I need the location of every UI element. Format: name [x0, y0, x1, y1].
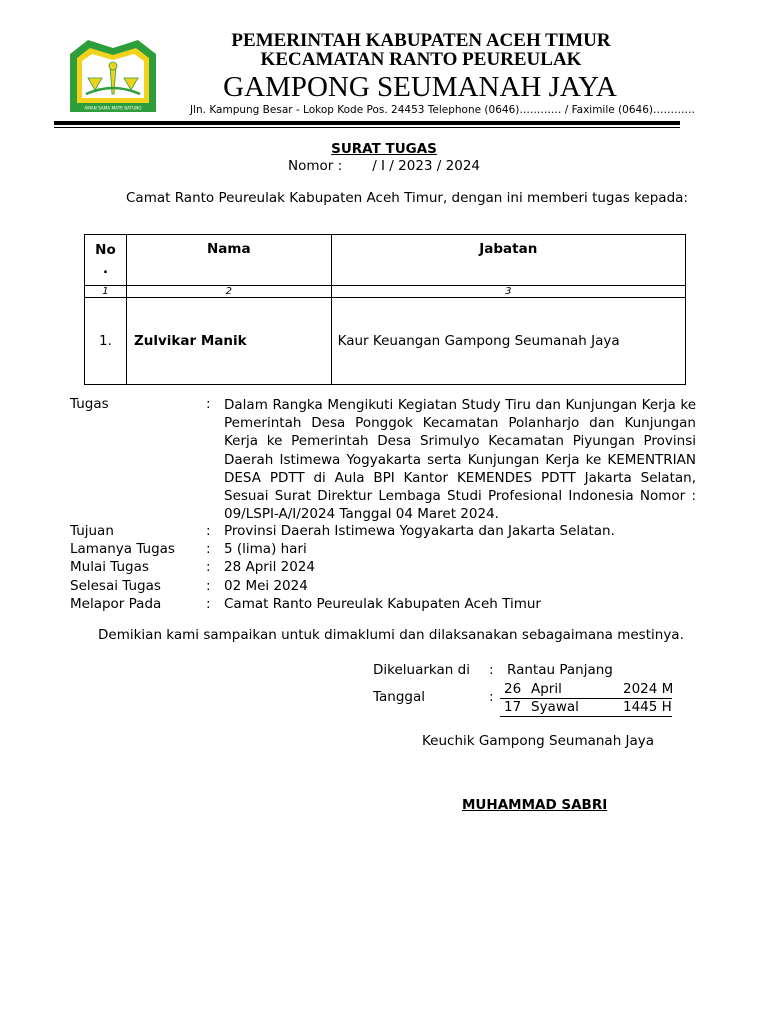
col-number: 2 [126, 286, 331, 298]
tugas-line: 09/LSPI-A/I/2024 Tanggal 04 Maret 2024. [224, 506, 499, 523]
letterhead-address: Jln. Kampung Besar - Lokop Kode Pos. 24453 Telephone (0646)………… / Faximile (0646)………… [190, 104, 695, 116]
issued-label: Dikeluarkan di [373, 662, 470, 678]
issued-colon: : [489, 662, 494, 678]
tujuan-label: Tujuan [70, 523, 114, 539]
date-h-month: Syawal [531, 699, 579, 715]
date-h-year: 1445 H [623, 699, 672, 715]
tugas-line: DESA PDTT di Aula BPI Kantor KEMENDES PDTT Jakarta Selatan, [224, 469, 696, 486]
document-intro: Camat Ranto Peureulak Kabupaten Aceh Timur, dengan ini memberi tugas kepada: [126, 190, 688, 206]
row-no: 1. [85, 298, 127, 385]
tugas-line: Dalam Rangka Mengikuti Kegiatan Study Tiru dan Kunjungan Kerja ke [224, 397, 696, 413]
tugas-line: Daerah Istimewa Yogyakarta serta Kunjungan Kerja ke KEMENTRIAN [224, 451, 696, 468]
selesai-value: 02 Mei 2024 [224, 578, 308, 594]
issued-place: Rantau Panjang [507, 662, 613, 678]
tugas-colon: : [206, 396, 211, 412]
melapor-label: Melapor Pada [70, 596, 162, 612]
signer-position: Keuchik Gampong Seumanah Jaya [422, 733, 655, 749]
row-nama: Zulvikar Manik [126, 298, 331, 385]
row-jabatan: Kaur Keuangan Gampong Seumanah Jaya [331, 298, 685, 385]
tugas-line: Kerja ke Pemerintah Desa Srimulyo Kecamatan Piyungan Provinsi [224, 433, 696, 450]
tugas-line: Pemerintah Desa Ponggok Kecamatan Polanharjo dan Kunjungan [224, 415, 696, 432]
assignee-table [84, 234, 686, 385]
logo-sun [109, 62, 117, 70]
col-number: 1 [85, 286, 127, 298]
melapor-value: Camat Ranto Peureulak Kabupaten Aceh Timur [224, 596, 541, 612]
mulai-label: Mulai Tugas [70, 559, 149, 575]
tujuan-colon: : [206, 523, 211, 539]
tugas-label: Tugas [70, 396, 109, 412]
lama-value: 5 (lima) hari [224, 541, 307, 557]
date-m-month: April [531, 681, 562, 697]
tugas-line: Sesuai Surat Direktur Lembaga Studi Profesional Indonesia Nomor : [224, 487, 696, 504]
selesai-label: Selesai Tugas [70, 578, 161, 594]
document-title: SURAT TUGAS [331, 141, 437, 157]
table-column-number-row [85, 286, 686, 298]
date-m-year: 2024 M [623, 681, 674, 697]
header-jabatan: Jabatan [331, 235, 685, 286]
table-header-row [85, 235, 686, 286]
date-bottom-line [500, 716, 672, 717]
col-number: 3 [331, 286, 685, 298]
table-row [85, 298, 686, 385]
lama-label: Lamanya Tugas [70, 541, 175, 557]
header-no: No . [85, 235, 127, 286]
selesai-colon: : [206, 578, 211, 594]
aceh-timur-logo [64, 36, 162, 116]
closing-statement: Demikian kami sampaikan untuk dimaklumi dan dilaksanakan sebagaimana mestinya. [98, 627, 684, 643]
header-nama: Nama [126, 235, 331, 286]
lama-colon: : [206, 541, 211, 557]
logo-ribbon-text: AMAN SAMA MATE BATUNG [84, 105, 142, 111]
letterhead-government: PEMERINTAH KABUPATEN ACEH TIMUR [231, 30, 611, 51]
letterhead-rule-thin [54, 127, 680, 128]
date-label: Tanggal [373, 689, 426, 705]
melapor-colon: : [206, 596, 211, 612]
document-number: Nomor : / I / 2023 / 2024 [288, 158, 480, 174]
letterhead-district: KECAMATAN RANTO PEUREULAK [260, 49, 582, 70]
signer-name: MUHAMMAD SABRI [462, 797, 608, 813]
letterhead-village: GAMPONG SEUMANAH JAYA [223, 71, 617, 103]
mulai-value: 28 April 2024 [224, 559, 315, 575]
date-m-day: 26 [504, 681, 522, 697]
tujuan-value: Provinsi Daerah Istimewa Yogyakarta dan Jakarta Selatan. [224, 523, 615, 539]
date-colon: : [489, 689, 494, 705]
mulai-colon: : [206, 559, 211, 575]
tugas-text [224, 396, 696, 523]
letterhead-rule-thick [54, 121, 680, 125]
date-h-day: 17 [504, 699, 522, 715]
